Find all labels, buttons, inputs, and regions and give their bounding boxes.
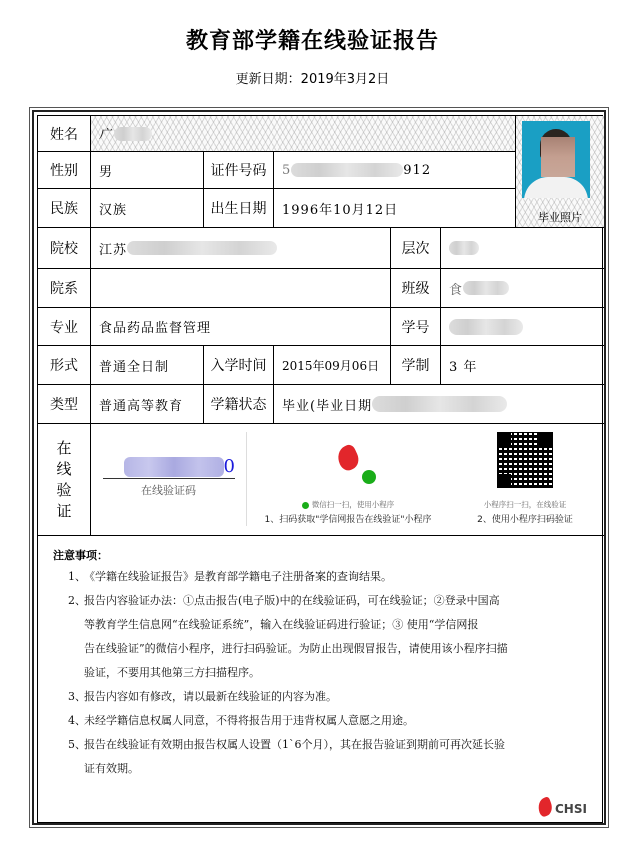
note-num: 5、 [68, 738, 86, 751]
qr2-hint: 小程序扫一扫，在线验证 [483, 500, 567, 509]
report-sheet [37, 115, 603, 823]
value-level [441, 228, 604, 269]
chsi-bird-icon [535, 796, 554, 818]
value-class [441, 269, 604, 308]
notes-section [38, 536, 604, 822]
value-gender: 男 [91, 152, 204, 189]
label-study-form: 形式 [38, 346, 91, 385]
note-line: 等教育学生信息网“在线验证系统”，输入在线验证码进行验证；③ 使用“学信网报 [84, 618, 479, 631]
label-name: 姓名 [38, 116, 91, 152]
label-duration: 学制 [391, 346, 441, 385]
note-line: 《学籍在线验证报告》是教育部学籍电子注册备案的查询结果。 [84, 570, 392, 583]
redacted-code [124, 457, 224, 477]
school-partial: 江苏 [99, 242, 128, 258]
verify-qr-code[interactable] [497, 432, 553, 488]
mini-program-qr-code[interactable] [320, 432, 376, 488]
note-line: 报告内容验证办法：①点击报告(电子版)中的在线验证码，可在线验证；②登录中国高 [84, 594, 500, 607]
value-ethnicity: 汉族 [91, 189, 204, 228]
value-department [91, 269, 391, 308]
label-gender: 性别 [38, 152, 91, 189]
label-online-verify [38, 424, 91, 536]
wechat-mini-program-icon [362, 470, 376, 484]
label-major: 专业 [38, 308, 91, 346]
chsi-logo [538, 798, 587, 816]
redacted-class [463, 281, 509, 295]
chsi-bird-icon [334, 443, 362, 473]
notes-title: 注意事项： [53, 549, 108, 562]
label-birth-date: 出生日期 [204, 189, 274, 228]
value-student-no [441, 308, 604, 346]
value-school [91, 228, 391, 269]
report-title: 教育部学籍在线验证报告 [185, 29, 439, 54]
note-item [68, 566, 548, 588]
note-line: 验证，不要用其他第三方扫描程序。 [84, 666, 260, 679]
verify-code-caption: 在线验证码 [141, 484, 196, 497]
redacted-school [127, 241, 277, 255]
label-department: 院系 [38, 269, 91, 308]
class-partial: 食 [449, 282, 464, 298]
redacted-status [372, 396, 507, 412]
note-line: 报告内容如有修改，请以最新在线验证的内容为准。 [84, 690, 337, 703]
label-class: 班级 [391, 269, 441, 308]
note-num: 2、 [68, 594, 86, 607]
wechat-icon [302, 502, 309, 509]
label-student-no: 学号 [391, 308, 441, 346]
note-num: 1、 [68, 570, 86, 583]
verify-code-area [91, 424, 246, 535]
value-major: 食品药品监督管理 [91, 308, 391, 346]
qr1-hint-text: 微信扫一扫，使用小程序 [311, 500, 395, 509]
note-num: 4、 [68, 714, 86, 727]
chsi-logo-text: CHSI [555, 802, 587, 816]
value-study-form: 普通全日制 [91, 346, 204, 385]
note-line: 报告在线验证有效期由报告权属人设置（1`6个月），其在报告验证到期前可再次延长验 [84, 738, 505, 751]
label-ethnicity: 民族 [38, 189, 91, 228]
verify-char: 在 [56, 438, 72, 457]
verify-code-link[interactable] [103, 456, 235, 479]
label-type: 类型 [38, 385, 91, 424]
label-enroll-date: 入学时间 [204, 346, 274, 385]
status-partial: 毕业(毕业日期 [282, 398, 373, 414]
label-school: 院校 [38, 228, 91, 269]
qr1-step: 1、扫码获取"学信网报告在线验证"小程序 [264, 515, 432, 525]
note-line: 未经学籍信息权属人同意，不得将报告用于违背权属人意愿之用途。 [84, 714, 414, 727]
value-name [91, 116, 516, 152]
value-enroll-date: 2015年09月06日 [274, 346, 391, 385]
verify-char: 验 [56, 480, 72, 499]
note-num: 3、 [68, 690, 86, 703]
redacted-level [449, 241, 479, 255]
qr1-hint [263, 499, 433, 510]
update-date: 更新日期：2019年3月2日 [235, 72, 390, 87]
redacted-name [114, 127, 152, 141]
value-duration: 3 年 [441, 346, 604, 385]
redacted-student-no [449, 319, 523, 335]
note-item [68, 590, 548, 612]
verify-char: 证 [56, 501, 72, 520]
redacted-id [291, 163, 403, 177]
value-type: 普通高等教育 [91, 385, 204, 424]
label-level: 层次 [391, 228, 441, 269]
note-item [68, 734, 548, 756]
value-id-number: 5 912 [274, 152, 516, 189]
label-status: 学籍状态 [204, 385, 274, 424]
label-id-number: 证件号码 [204, 152, 274, 189]
value-status [274, 385, 604, 424]
note-line: 证有效期。 [84, 762, 139, 775]
note-item [68, 710, 548, 732]
note-line: 告在线验证”的微信小程序，进行扫码验证。为防止出现假冒报告，请使用该小程序扫描 [84, 642, 508, 655]
photo-caption: 毕业照片 [538, 211, 582, 224]
code-partial: 0 [223, 456, 235, 477]
photo-cell [516, 116, 604, 228]
verify-char: 线 [56, 459, 72, 478]
qr-separator [246, 432, 247, 526]
note-item [68, 686, 548, 708]
value-birth-date: 1996年10月12日 [274, 189, 516, 228]
graduation-photo [522, 121, 590, 198]
qr2-step: 2、使用小程序扫码验证 [477, 515, 573, 525]
name-partial: 广 [99, 127, 113, 141]
